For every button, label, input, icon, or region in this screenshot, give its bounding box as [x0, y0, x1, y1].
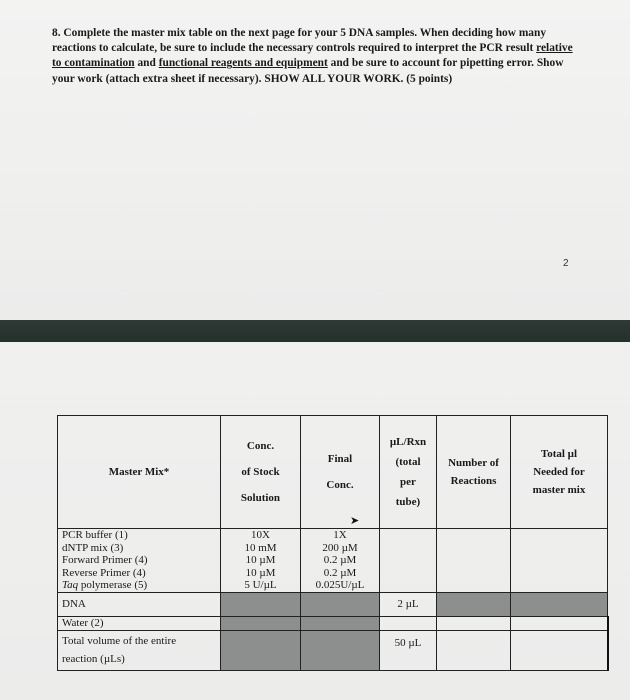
- shaded-cell: [221, 592, 301, 616]
- shaded-cell: [437, 592, 511, 616]
- reactions-blank-cell[interactable]: [437, 529, 511, 593]
- water-total-blank[interactable]: [511, 616, 608, 630]
- final-value: 1X: [333, 529, 347, 541]
- stock-value: 10X: [251, 529, 270, 541]
- shaded-cell: [511, 592, 608, 616]
- reagent-names-cell: [58, 529, 221, 593]
- reagent-name: dNTP mix (3): [62, 541, 124, 554]
- shaded-cell: [301, 630, 380, 670]
- header-stock-conc: Conc. of Stock Solution: [221, 416, 301, 529]
- total-label: Total volume of the entire reaction (µLs): [58, 630, 221, 670]
- header-ul-per-rxn: µL/Rxn (total per tube): [380, 416, 437, 529]
- underlined-contamination: relative to contamination: [52, 42, 573, 70]
- shaded-cell: [221, 630, 301, 670]
- water-reactions-blank[interactable]: [437, 616, 511, 630]
- header-total-needed: Total µl Needed for master mix: [511, 416, 608, 529]
- water-row: [58, 616, 608, 630]
- reagent-name: Forward Primer (4): [62, 554, 148, 566]
- total-volume-blank[interactable]: [511, 630, 608, 670]
- dna-label: DNA: [58, 592, 221, 616]
- total-row: [58, 630, 608, 670]
- reagent-name: PCR buffer (1): [62, 529, 128, 541]
- reagents-row: [58, 529, 608, 593]
- header-final-conc: Final Conc.: [301, 416, 380, 529]
- taq-rest: polymerase (5): [80, 579, 148, 591]
- question-body-b: and: [137, 57, 156, 70]
- question-number: 8.: [52, 27, 61, 39]
- final-value: 0.025U/µL: [315, 579, 365, 591]
- question-text: [52, 26, 582, 87]
- stock-value: 10 mM: [244, 541, 277, 554]
- cursor-icon: ➤: [350, 515, 360, 527]
- underlined-reagents: functional reagents and equipment: [158, 57, 328, 70]
- reagent-name: Reverse Primer (4): [62, 566, 146, 579]
- question-body-a: Complete the master mix table on the next page for your 5 DNA samples. When deciding how many reactions to calculate, be sure to include the necessary controls required to interpret the PCR result: [52, 27, 547, 55]
- total-blank-cell[interactable]: [511, 529, 608, 593]
- stock-value: 10 µM: [245, 554, 276, 566]
- total-ul: 50 µL: [380, 630, 437, 670]
- dna-row: [58, 592, 608, 616]
- final-value: 0.2 µM: [323, 554, 357, 566]
- final-values-cell: [301, 529, 380, 593]
- ul-blank-cell[interactable]: [380, 529, 437, 593]
- header-row: [58, 416, 608, 529]
- water-ul-blank[interactable]: [380, 616, 437, 630]
- dna-ul: 2 µL: [380, 592, 437, 616]
- taq-italic: Taq: [62, 579, 79, 591]
- question-body-c: and be sure to account for pipetting error. Show your work (attach extra sheet if necessary). SHOW ALL YOUR WORK. (5 points): [52, 57, 564, 85]
- page-separator: [0, 320, 630, 342]
- master-mix-table: [57, 415, 609, 671]
- total-reactions-blank[interactable]: [437, 630, 511, 670]
- water-label: Water (2): [58, 616, 221, 630]
- final-value: 200 µM: [322, 541, 358, 554]
- shaded-cell: [301, 592, 380, 616]
- stock-values-cell: [221, 529, 301, 593]
- final-value: 0.2 µM: [323, 566, 357, 579]
- shaded-cell: [221, 616, 301, 630]
- stock-value: 10 µM: [245, 566, 276, 579]
- page-number: 2: [563, 258, 569, 269]
- reagent-name: [62, 579, 220, 592]
- header-master-mix: Master Mix*: [58, 416, 221, 529]
- stock-value: 5 U/µL: [244, 579, 277, 591]
- header-number-of-reactions: Number of Reactions: [437, 416, 511, 529]
- shaded-cell: [301, 616, 380, 630]
